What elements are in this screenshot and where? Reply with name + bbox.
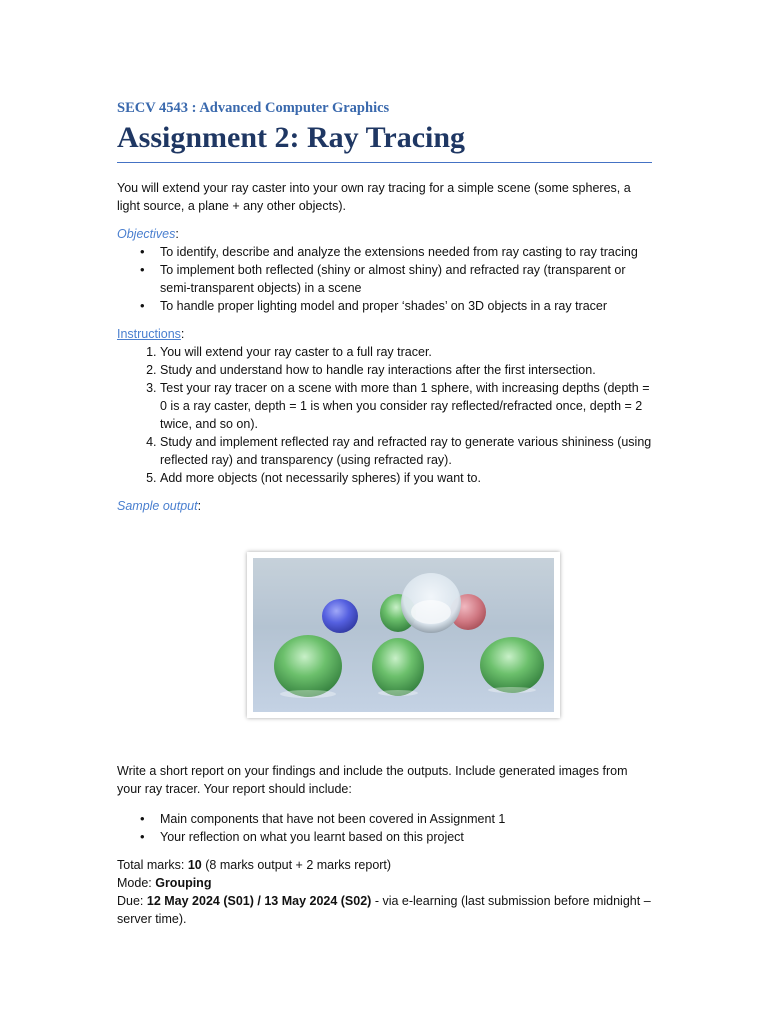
mode: Mode: Grouping <box>117 876 212 890</box>
due-date: Due: 12 May 2024 (S01) / 13 May 2024 (S02) - via e-learning (last submission before midnight – server time). <box>117 894 651 926</box>
assignment-details <box>117 856 652 928</box>
instructions-heading: Instructions: <box>117 327 185 341</box>
list-item: 2. Study and understand how to handle ray interactions after the first intersection. <box>160 361 652 379</box>
course-code: SECV 4543 : Advanced Computer Graphics <box>117 100 390 116</box>
list-item: • To implement both reflected (shiny or almost shiny) and refracted ray (transparent or semi-transparent objects) in a scene <box>160 261 652 297</box>
sample-output-image <box>247 552 560 718</box>
intro-paragraph: You will extend your ray caster into your own ray tracing for a simple scene (some spheres, a light source, a plane + any other objects). <box>117 181 631 213</box>
list-item: 5. Add more objects (not necessarily spheres) if you want to. <box>160 469 652 487</box>
sample-output-section <box>117 497 652 515</box>
instructions-list <box>117 343 652 487</box>
report-section <box>117 762 652 928</box>
sample-output-heading: Sample output: <box>117 499 202 513</box>
page-title: Assignment 2: Ray Tracing <box>117 118 652 163</box>
objectives-heading: Objectives: <box>117 227 179 241</box>
report-list <box>117 810 652 846</box>
objectives-list <box>117 243 652 315</box>
list-item: 4. Study and implement reflected ray and refracted ray to generate various shininess (using reflected ray) and transparency (using refracted ray). <box>160 433 652 469</box>
total-marks: Total marks: 10 (8 marks output + 2 marks report) <box>117 858 392 872</box>
document-body <box>117 98 652 515</box>
list-item: • Your reflection on what you learnt based on this project <box>160 828 652 846</box>
report-paragraph: Write a short report on your findings and include the outputs. Include generated images from your ray tracer. Your report should include: <box>117 764 628 796</box>
list-item: • To handle proper lighting model and proper ‘shades’ on 3D objects in a ray tracer <box>160 297 652 315</box>
ray-traced-spheres-render <box>247 552 560 718</box>
objectives-section <box>117 225 652 315</box>
list-item: • To identify, describe and analyze the extensions needed from ray casting to ray tracing <box>160 243 652 261</box>
instructions-section <box>117 325 652 487</box>
list-item: • Main components that have not been covered in Assignment 1 <box>160 810 652 828</box>
list-item: 1. You will extend your ray caster to a full ray tracer. <box>160 343 652 361</box>
list-item: 3. Test your ray tracer on a scene with more than 1 sphere, with increasing depths (depth = 0 is a ray caster, depth = 1 is when you consider ray reflected/refracted once, depth = 2 twice, and so on). <box>160 379 652 433</box>
